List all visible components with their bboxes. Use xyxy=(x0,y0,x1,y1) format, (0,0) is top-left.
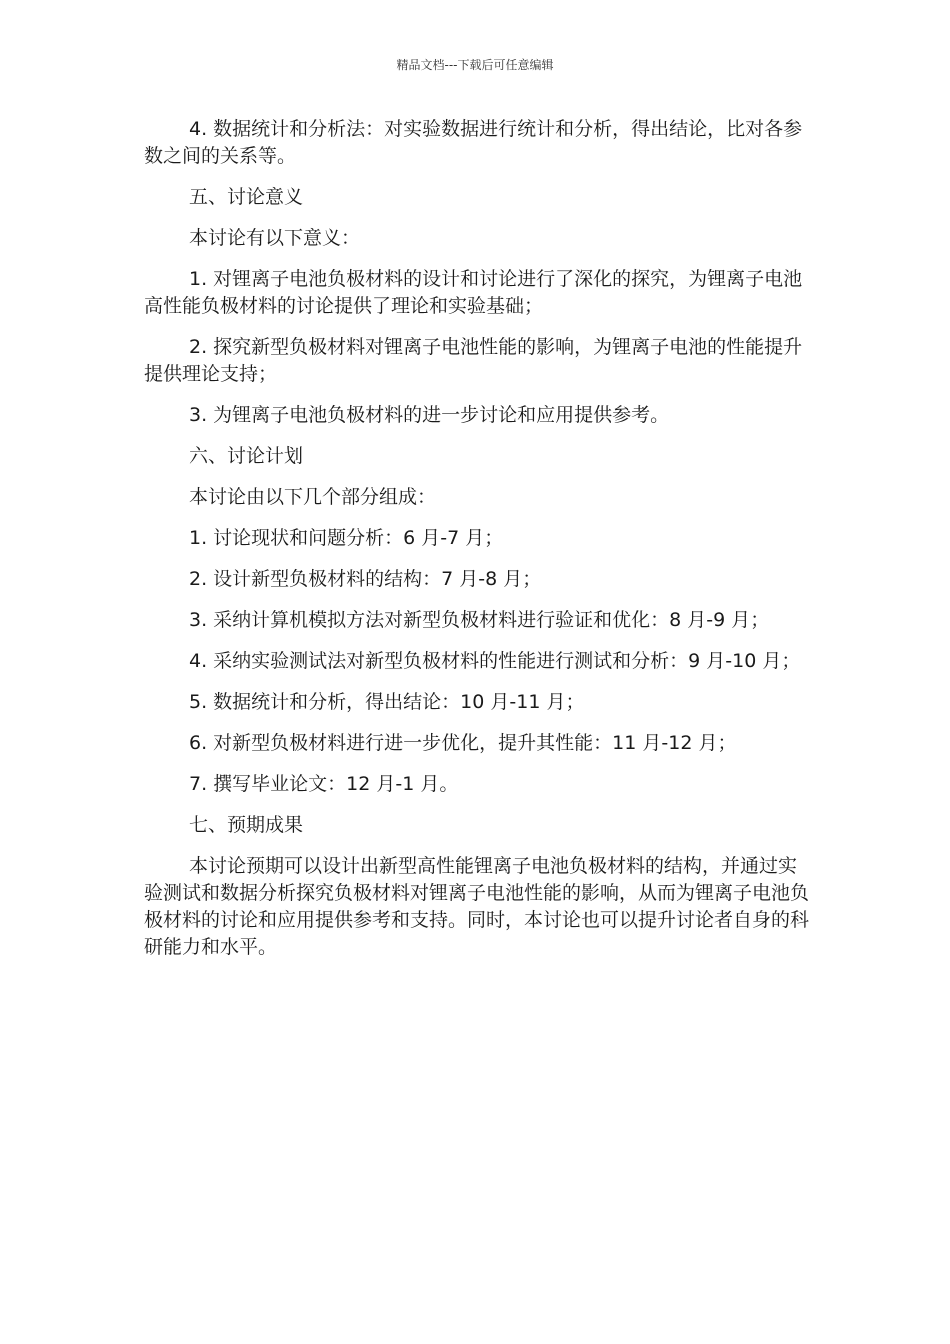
list-item-plan-6: 6. 对新型负极材料进行进一步优化，提升其性能：11 月-12 月； xyxy=(189,732,737,754)
list-item-plan-7: 7. 撰写毕业论文：12 月-1 月。 xyxy=(189,773,459,795)
list-item-plan-4: 4. 采纳实验测试法对新型负极材料的性能进行测试和分析：9 月-10 月； xyxy=(189,650,801,672)
list-item-significance-3: 3. 为锂离子电池负极材料的进一步讨论和应用提供参考。 xyxy=(189,404,670,426)
paragraph-expected-results: 本讨论预期可以设计出新型高性能锂离子电池负极材料的结构，并通过实验测试和数据分析探究负极材料对锂离子电池性能的影响，从而为锂离子电池负极材料的讨论和应用提供参考和支持。同时，本讨论也可以提升讨论者自身的科研能力和水平。 xyxy=(144,855,810,958)
list-item-plan-3: 3. 采纳计算机模拟方法对新型负极材料进行验证和优化：8 月-9 月； xyxy=(189,609,770,631)
section-heading-expected-results: 七、预期成果 xyxy=(189,814,304,836)
section-heading-plan: 六、讨论计划 xyxy=(189,445,304,467)
paragraph-method-statistics: 4. 数据统计和分析法：对实验数据进行统计和分析，得出结论，比对各参数之间的关系等。 xyxy=(144,118,803,167)
document-body xyxy=(144,116,809,975)
list-item-significance-1: 1. 对锂离子电池负极材料的设计和讨论进行了深化的探究，为锂离子电池高性能负极材料的讨论提供了理论和实验基础； xyxy=(144,268,803,317)
page-header: 精品文档---下载后可任意编辑 xyxy=(396,58,554,72)
paragraph-significance-intro: 本讨论有以下意义： xyxy=(189,227,361,249)
list-item-plan-2: 2. 设计新型负极材料的结构：7 月-8 月； xyxy=(189,568,542,590)
list-item-significance-2: 2. 探究新型负极材料对锂离子电池性能的影响，为锂离子电池的性能提升提供理论支持； xyxy=(144,336,803,385)
paragraph-plan-intro: 本讨论由以下几个部分组成： xyxy=(189,486,437,508)
list-item-plan-5: 5. 数据统计和分析，得出结论：10 月-11 月； xyxy=(189,691,585,713)
section-heading-significance: 五、讨论意义 xyxy=(189,186,304,208)
list-item-plan-1: 1. 讨论现状和问题分析：6 月-7 月； xyxy=(189,527,504,549)
